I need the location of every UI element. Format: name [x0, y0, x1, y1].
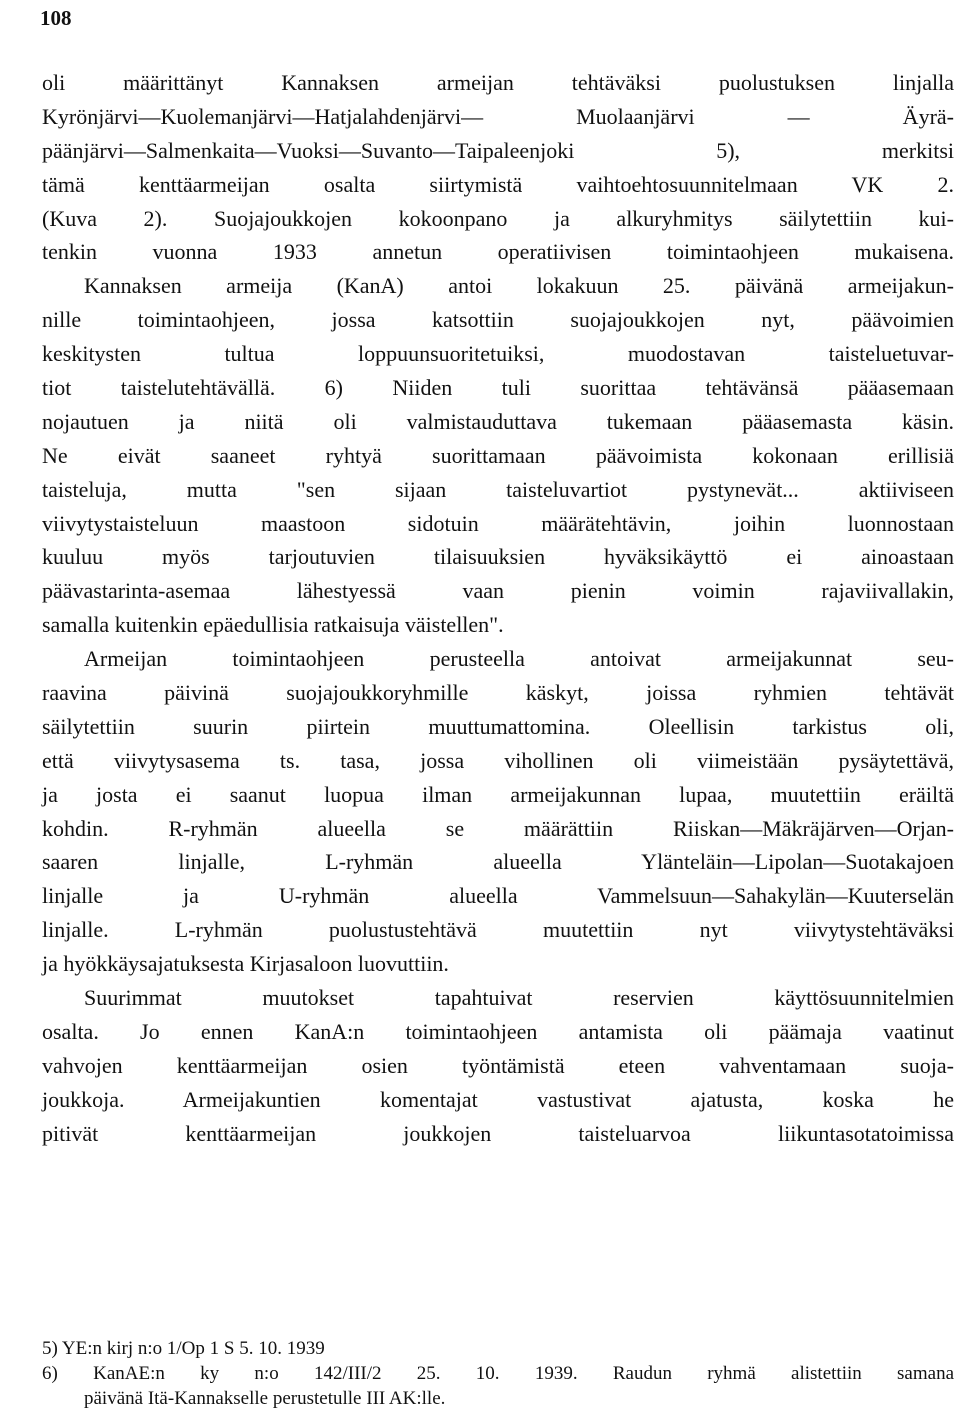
text-line: kuuluu myös tarjoutuvien tilaisuuksien hyväksikäyttö ei ainoastaan: [42, 544, 954, 570]
text-line: tämä kenttäarmeijan osalta siirtymistä vaihtoehtosuunnitelmaan VK 2.: [42, 171, 954, 197]
footnote-6-continued: päivänä Itä-Kannakselle perustetulle III AK:lle.: [84, 1388, 446, 1409]
text-line: tiot taistelutehtävällä. 6) Niiden tuli suorittaa tehtävänsä pääasemaan: [42, 375, 954, 401]
text-line: ja hyökkäysajatuksesta Kirjasaloon luovuttiin.: [42, 951, 449, 977]
body-text: [42, 66, 954, 1151]
text-line: nojautuen ja niitä oli valmistauduttava tukemaan pääasemasta käsin.: [42, 408, 954, 434]
text-line: linjalle ja U-ryhmän alueella Vammelsuun—Sahakylän—Kuuterselän: [42, 883, 954, 909]
footnote-5: 5) YE:n kirj n:o 1/Op 1 S 5. 10. 1939: [42, 1338, 325, 1359]
text-line: Suurimmat muutokset tapahtuivat reservien käyttösuunnitelmien: [84, 985, 954, 1011]
text-line: linjalle. L-ryhmän puolustustehtävä muutettiin nyt viivytystehtäväksi: [42, 917, 954, 943]
text-line: keskitysten tultua loppuunsuoritetuiksi, muodostavan taisteluetuvar-: [42, 341, 954, 367]
text-line: osalta. Jo ennen KanA:n toimintaohjeen antamista oli päämaja vaatinut: [42, 1018, 954, 1044]
text-line: (Kuva 2). Suojajoukkojen kokoonpano ja alkuryhmitys säilytettiin kui-: [42, 205, 954, 231]
text-line: raavina päivinä suojajoukkoryhmille käskyt, joissa ryhmien tehtävät: [42, 680, 954, 706]
text-line: oli määrittänyt Kannaksen armeijan tehtäväksi puolustuksen linjalla: [42, 70, 954, 95]
text-line: Armeijan toimintaohjeen perusteella antoivat armeijakunnat seu-: [84, 646, 954, 672]
footnote-6: 6) KanAE:n ky n:o 142/III/2 25. 10. 1939. Raudun ryhmä alistettiin samana: [42, 1363, 954, 1384]
text-line: säilytettiin suurin piirtein muuttumattomina. Oleellisin tarkistus oli,: [42, 713, 954, 739]
text-line: ja josta ei saanut luopua ilman armeijakunnan lupaa, muutettiin eräiltä: [42, 781, 954, 807]
text-line: samalla kuitenkin epäedullisia ratkaisuja väistellen".: [42, 612, 504, 638]
text-line: Kannaksen armeija (KanA) antoi lokakuun 25. päivänä armeijakun-: [84, 273, 954, 299]
text-line: viivytystaisteluun maastoon sidotuin määrätehtävin, joihin luonnostaan: [42, 510, 954, 536]
text-line: nille toimintaohjeen, jossa katsottiin suojajoukkojen nyt, päävoimien: [42, 307, 954, 333]
text-line: Ne eivät saaneet ryhtyä suorittamaan päävoimista kokonaan erillisiä: [42, 442, 954, 468]
footnotes: [42, 1336, 954, 1411]
text-line: pitivät kenttäarmeijan joukkojen taisteluarvoa liikuntasotatoimissa: [42, 1120, 954, 1146]
text-line: taisteluja, mutta "sen sijaan taisteluvartiot pystynevät... aktiiviseen: [42, 476, 954, 502]
text-line: vahvojen kenttäarmeijan osien työntämistä eteen vahventamaan suoja-: [42, 1052, 954, 1078]
text-line: kohdin. R-ryhmän alueella se määrättiin Riiskan—Mäkräjärven—Orjan-: [42, 815, 954, 841]
text-line: päävastarinta-asemaa lähestyessä vaan pienin voimin rajaviivallakin,: [42, 578, 954, 604]
text-line: päänjärvi—Salmenkaita—Vuoksi—Suvanto—Taipaleenjoki 5), merkitsi: [42, 137, 954, 163]
text-line: saaren linjalle, L-ryhmän alueella Ylänteläin—Lipolan—Suotakajoen: [42, 849, 954, 875]
text-line: joukkoja. Armeijakuntien komentajat vastustivat ajatusta, koska he: [42, 1086, 954, 1112]
page-number: 108: [40, 6, 72, 30]
text-line: Kyrönjärvi—Kuolemanjärvi—Hatjalahdenjärvi— Muolaanjärvi — Äyrä-: [42, 103, 954, 129]
text-line: tenkin vuonna 1933 annetun operatiivisen toimintaohjeen mukaisena.: [42, 239, 954, 265]
text-line: että viivytysasema ts. tasa, jossa vihollinen oli viimeistään pysäytettävä,: [42, 747, 954, 773]
